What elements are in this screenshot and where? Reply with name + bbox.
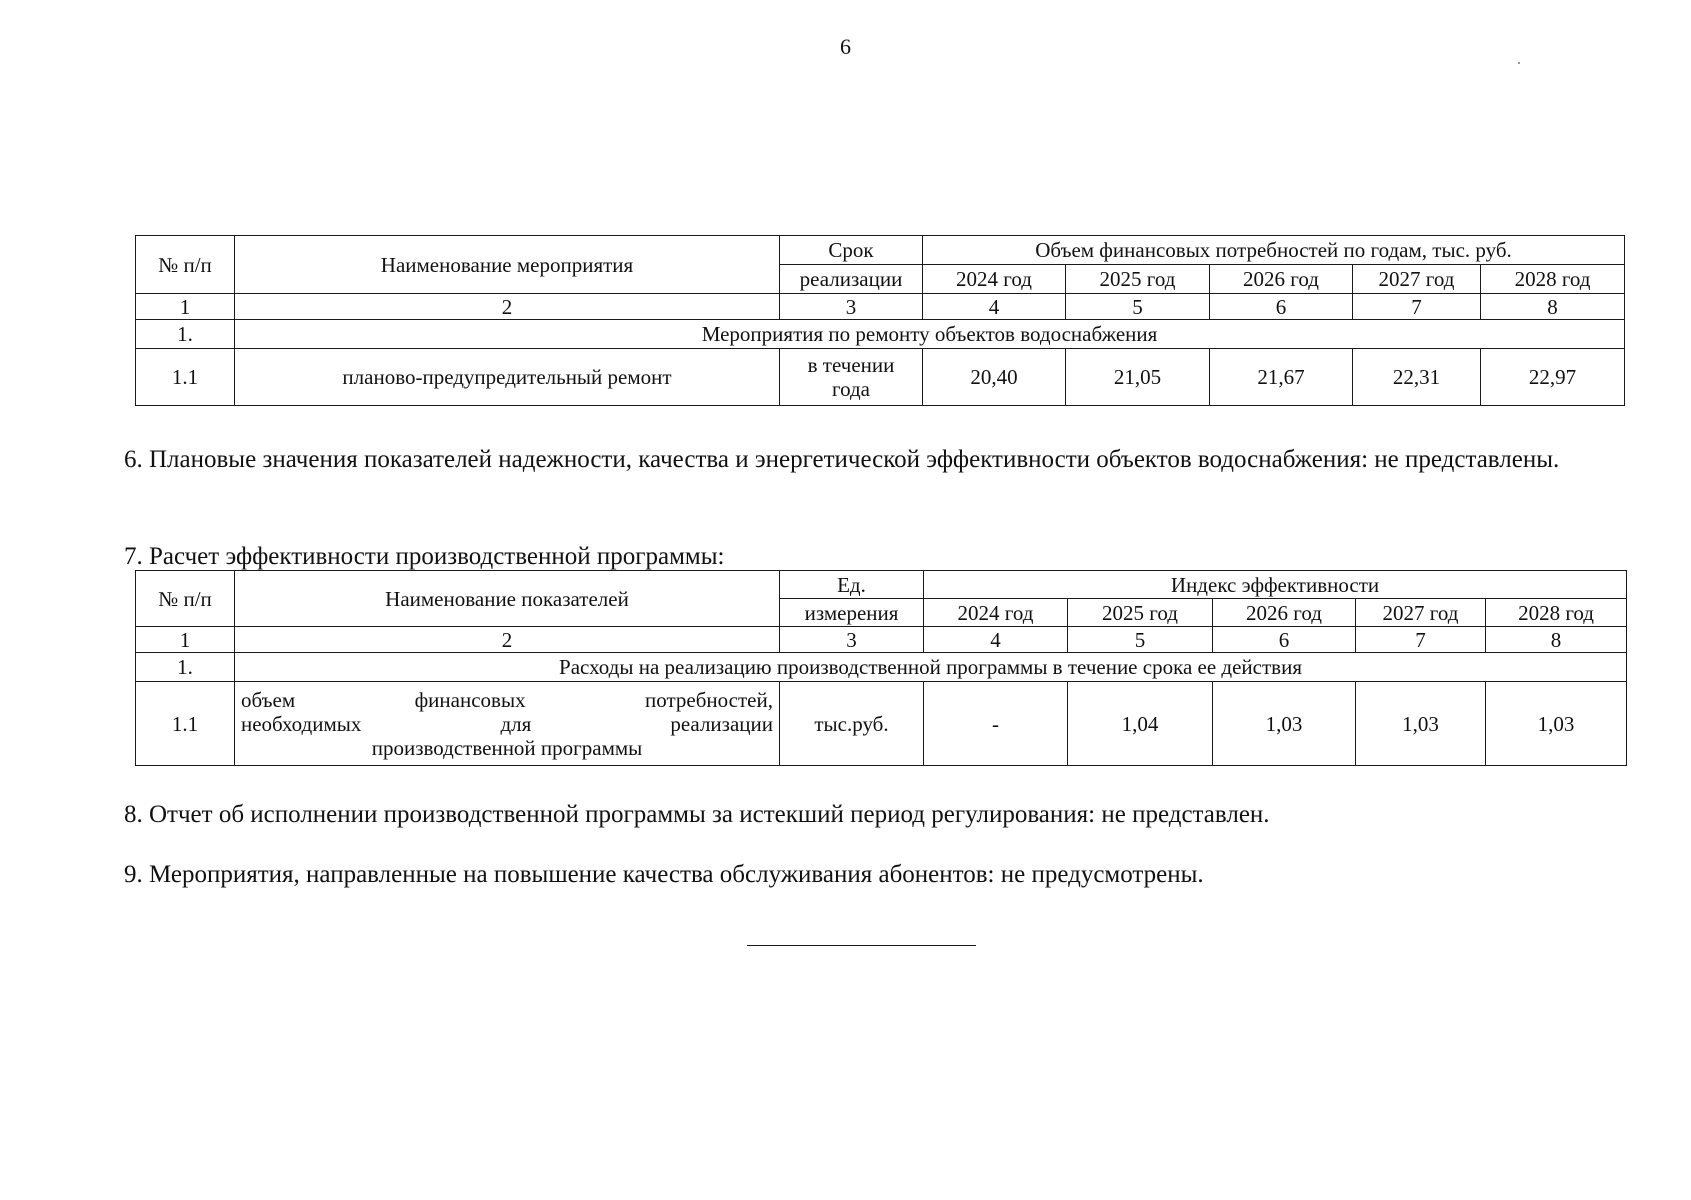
year-header: 2026 год <box>1213 599 1356 627</box>
value-cell: 1,03 <box>1213 682 1356 766</box>
column-index: 5 <box>1068 627 1213 653</box>
section-8-text: 8. Отчет об исполнении производственной программы за истекший период регулирования: не представлен. <box>124 801 1270 828</box>
row-name-line <box>241 712 773 736</box>
row-term <box>780 349 923 406</box>
year-header: 2025 год <box>1066 265 1210 294</box>
section-6-text: 6. Плановые значения показателей надежности, качества и энергетической эффективности объектов водоснабжения: не представлены. <box>124 446 1560 473</box>
column-index: 5 <box>1066 294 1210 320</box>
section-row <box>136 653 1627 682</box>
word: объем <box>241 687 296 712</box>
column-index: 1 <box>136 294 235 320</box>
table-row <box>136 682 1627 766</box>
row-name-line <box>241 736 773 760</box>
header-term-line2: реализации <box>780 265 923 294</box>
year-header: 2028 год <box>1486 599 1627 627</box>
header-group: Объем финансовых потребностей по годам, тыс. руб. <box>923 236 1625 265</box>
value-cell: 21,05 <box>1066 349 1210 406</box>
header-name: Наименование мероприятия <box>235 236 780 294</box>
word: производственной программы <box>371 735 643 760</box>
value-cell: 22,31 <box>1353 349 1481 406</box>
column-index: 3 <box>780 627 924 653</box>
word: для <box>500 711 532 736</box>
row-name <box>235 682 780 766</box>
column-index: 2 <box>235 627 780 653</box>
header-num: № п/п <box>136 571 235 627</box>
financial-needs-table <box>135 235 1625 406</box>
year-header: 2026 год <box>1210 265 1353 294</box>
column-index: 7 <box>1353 294 1481 320</box>
section-9-text: 9. Мероприятия, направленные на повышение качества обслуживания абонентов: не предусмотрены. <box>124 861 1204 888</box>
year-header: 2027 год <box>1356 599 1486 627</box>
table-row <box>136 349 1625 406</box>
value-cell: 1,03 <box>1356 682 1486 766</box>
header-unit-line2: измерения <box>780 599 924 627</box>
column-index: 1 <box>136 627 235 653</box>
table-header-row <box>136 571 1627 599</box>
column-index: 6 <box>1213 627 1356 653</box>
row-num: 1.1 <box>136 682 235 766</box>
row-term-line1: в течении <box>807 353 895 377</box>
word: финансовых <box>414 687 526 712</box>
section-title: Расходы на реализацию производственной программы в течение срока ее действия <box>235 653 1627 682</box>
column-index: 2 <box>235 294 780 320</box>
column-index: 3 <box>780 294 923 320</box>
section-7-heading: 7. Расчет эффективности производственной программы: <box>124 543 725 570</box>
word: потребностей, <box>645 687 773 712</box>
word: реализации <box>670 711 773 736</box>
scan-mark <box>1518 62 1520 64</box>
header-name: Наименование показателей <box>235 571 780 627</box>
table-header-row <box>136 236 1625 265</box>
year-header: 2028 год <box>1481 265 1625 294</box>
year-header: 2024 год <box>923 265 1066 294</box>
column-index-row <box>136 627 1627 653</box>
header-term-line1: Срок <box>780 236 923 265</box>
column-index: 4 <box>923 294 1066 320</box>
row-term-line2: года <box>832 377 870 401</box>
year-header: 2024 год <box>924 599 1068 627</box>
section-num: 1. <box>136 320 235 349</box>
value-cell: 1,04 <box>1068 682 1213 766</box>
year-header: 2025 год <box>1068 599 1213 627</box>
value-cell: - <box>924 682 1068 766</box>
header-unit-line1: Ед. <box>780 571 924 599</box>
column-index: 4 <box>924 627 1068 653</box>
row-num: 1.1 <box>136 349 235 406</box>
column-index: 8 <box>1481 294 1625 320</box>
row-name: планово-предупредительный ремонт <box>235 349 780 406</box>
efficiency-index-table <box>135 570 1627 766</box>
value-cell: 1,03 <box>1486 682 1627 766</box>
value-cell: 22,97 <box>1481 349 1625 406</box>
column-index: 7 <box>1356 627 1486 653</box>
header-group: Индекс эффективности <box>924 571 1627 599</box>
year-header: 2027 год <box>1353 265 1481 294</box>
row-name-line <box>241 688 773 712</box>
header-num: № п/п <box>136 236 235 294</box>
value-cell: 21,67 <box>1210 349 1353 406</box>
column-index-row <box>136 294 1625 320</box>
section-title: Мероприятия по ремонту объектов водоснабжения <box>235 320 1625 349</box>
word: необходимых <box>241 711 362 736</box>
page-number: 6 <box>840 34 851 59</box>
section-row <box>136 320 1625 349</box>
column-index: 6 <box>1210 294 1353 320</box>
end-of-document-rule <box>747 945 976 946</box>
column-index: 8 <box>1486 627 1627 653</box>
row-unit: тыс.руб. <box>780 682 924 766</box>
section-num: 1. <box>136 653 235 682</box>
value-cell: 20,40 <box>923 349 1066 406</box>
